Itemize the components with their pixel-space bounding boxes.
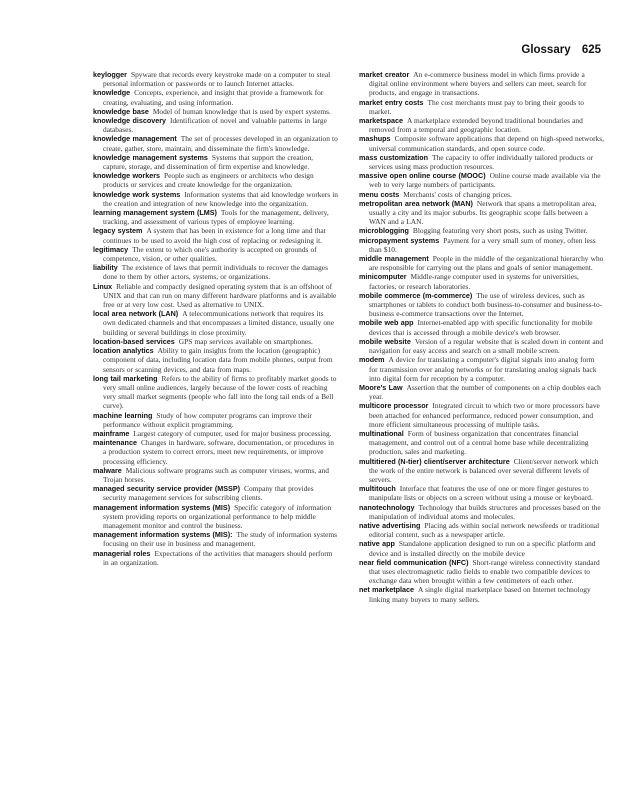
glossary-definition: The set of processes developed in an organization to create, gather, store, maintain, and disseminate the firm's knowledge. [103, 134, 338, 153]
glossary-definition: A single digital marketplace based on Internet technology linking many buyers to many sellers. [369, 585, 591, 604]
glossary-entry [93, 549, 338, 567]
glossary-definition: An e-commerce business model in which firms provide a digital online environment where buyers and sellers can meet, search for products, and engage in transactions. [369, 70, 587, 98]
glossary-definition: A system that has been in existence for a long time and that continues to be used to avoid the high cost of replacing or redesigning it. [103, 226, 326, 245]
glossary-term: market entry costs [359, 97, 424, 107]
glossary-definition: Spyware that records every keystroke made on a computer to steal personal information or passwords or to launch Internet attacks. [103, 70, 331, 89]
glossary-entry [93, 438, 338, 466]
glossary-definition: The cost merchants must pay to bring their goods to market. [369, 97, 584, 116]
glossary-term: micropayment systems [359, 235, 440, 245]
glossary-term: keylogger [93, 70, 127, 79]
glossary-term: multitouch [359, 484, 396, 494]
glossary-term: metropolitan area network (MAN) [359, 198, 473, 208]
glossary-entry [93, 116, 338, 134]
glossary-definition: Composite software applications that depend on high-speed networks, universal communication standards, and open source code. [369, 134, 604, 153]
glossary-term: native app [359, 539, 395, 549]
glossary-entry [359, 98, 604, 116]
glossary-definition: Online course made available via the web to very large numbers of participants. [369, 171, 601, 190]
glossary-entry [359, 355, 604, 383]
glossary-term: knowledge work systems [93, 189, 181, 199]
glossary-term: nanotechnology [359, 502, 415, 512]
glossary-term: marketspace [359, 116, 403, 126]
glossary-entry [93, 337, 338, 346]
glossary-term: Moore's Law [359, 382, 403, 392]
glossary-entry [93, 263, 338, 281]
glossary-definition: Merchants' costs of changing prices. [403, 189, 512, 199]
glossary-entry [93, 309, 338, 337]
glossary-term: local area network (LAN) [93, 309, 179, 319]
glossary-entry [359, 116, 604, 134]
glossary-definition: Company that provides security management services for subscribing clients. [103, 484, 314, 503]
glossary-entry [359, 318, 604, 336]
glossary-column-right [359, 70, 604, 604]
glossary-definition: Model of human knowledge that is used by expert systems. [152, 106, 331, 116]
glossary-definition: Integrated circuit to which two or more processors have been attached for enhanced performance, reduced power consumption, and more efficient simultaneous processing of multiple tasks. [369, 401, 600, 429]
glossary-definition: The study of information systems focusing on their use in business and management. [103, 530, 338, 549]
glossary-term: legitimacy [93, 244, 129, 254]
glossary-definition: Middle-range computer used in systems for universities, factories, or research laboratories. [369, 272, 579, 291]
glossary-term: legacy system [93, 226, 143, 236]
glossary-definition: Systems that support the creation, capture, storage, and dissemination of firm expertise and knowledge. [103, 152, 314, 172]
glossary-column-left [93, 70, 338, 567]
glossary-definition: Refers to the ability of firms to profitably market goods to very small online audiences, largely because of the lower costs of reaching very small market segments (people who fall into the long tail ends of a Bell curve). [103, 373, 337, 411]
glossary-term: knowledge base [93, 106, 149, 116]
glossary-term: near field communication (NFC) [359, 557, 469, 567]
glossary-entry [359, 272, 604, 290]
glossary-definition: Information systems that aid knowledge workers in the creation and integration of new knowledge into the organization. [103, 189, 338, 208]
glossary-entry [93, 282, 338, 310]
glossary-entry [359, 254, 604, 272]
glossary-definition: Interface that features the use of one or more finger gestures to manipulate lists or objects on a screen without using a mouse or keyboard. [369, 484, 593, 503]
glossary-definition: Technology that builds structures and processes based on the manipulation of individual atoms and molecules. [369, 502, 601, 521]
glossary-definition: A device for translating a computer's digital signals into analog form for transmission over analog networks or for translating analog signals back into digital form for reception by a computer. [369, 355, 597, 383]
glossary-term: malware [93, 465, 122, 475]
glossary-term: microblogging [359, 226, 409, 236]
glossary-definition: Assertion that the number of components on a chip doubles each year. [369, 382, 601, 402]
glossary-entry [93, 245, 338, 263]
glossary-entry [359, 539, 604, 557]
glossary-definition: Expectations of the activities that managers should perform in an organization. [103, 548, 333, 567]
glossary-entry [359, 521, 604, 539]
glossary-term: mobile website [359, 336, 411, 346]
glossary-definition: The existence of laws that permit individuals to recover the damages done to them by other actors, systems, or organizations. [103, 263, 328, 282]
glossary-definition: Identification of novel and valuable patterns in large databases. [103, 116, 327, 135]
glossary-definition: A marketplace extended beyond traditional boundaries and removed from a temporal and geographic location. [369, 116, 583, 135]
glossary-term: multicore processor [359, 401, 429, 411]
glossary-definition: GPS map services available on smartphones. [178, 336, 313, 346]
glossary-definition: People in the middle of the organizational hierarchy who are responsible for carrying out the plans and goals of senior management. [369, 254, 604, 273]
glossary-definition: Placing ads within social network newsfeeds or traditional editorial content, such as a newspaper article. [369, 520, 600, 540]
glossary-term: knowledge workers [93, 171, 161, 181]
glossary-term: location-based services [93, 336, 175, 346]
glossary-term: location analytics [93, 346, 154, 356]
glossary-definition: The use of wireless devices, such as smartphones or tablets to conduct both business-to-consumer and business-to-business e-commerce transactions over the Internet. [369, 290, 603, 319]
glossary-term: mashups [359, 134, 391, 144]
glossary-definition: People such as engineers or architects who design products or services and create knowledge for the organization. [103, 171, 314, 190]
glossary-term: menu costs [359, 189, 400, 199]
glossary-definition: Ability to gain insights from the location (geographic) component of data, including location data from mobile phones, output from sensors or scanning devices, and data from maps. [103, 346, 333, 374]
glossary-term: mass customization [359, 152, 428, 162]
glossary-definition: The extent to which one's authority is accepted on grounds of competence, vision, or other qualities. [103, 244, 317, 264]
glossary-definition: Standalone application designed to run on a specific platform and device and is installed directly on the mobile device [369, 539, 596, 558]
glossary-entry [359, 503, 604, 521]
glossary-entry [359, 190, 604, 199]
glossary-entry [93, 171, 338, 189]
glossary-entry [359, 457, 604, 485]
glossary-term: middle management [359, 254, 429, 264]
glossary-entry [359, 337, 604, 355]
glossary-definition: Largest category of computer, used for major business processing. [133, 428, 332, 438]
glossary-entry [359, 171, 604, 189]
glossary-term: mainframe [93, 428, 130, 438]
glossary-definition: Malicious software programs such as computer viruses, worms, and Trojan horses. [103, 465, 329, 484]
glossary-entry [93, 190, 338, 208]
glossary-entry [359, 401, 604, 429]
glossary-term: knowledge management [93, 134, 177, 144]
glossary-term: knowledge [93, 88, 131, 98]
glossary-term: net marketplace [359, 585, 415, 595]
glossary-term: machine learning [93, 410, 153, 420]
glossary-term: massive open online course (MOOC) [359, 171, 486, 181]
glossary-term: management information systems (MIS) [93, 502, 231, 512]
glossary-term: liability [93, 263, 118, 273]
glossary-entry [359, 153, 604, 171]
glossary-term: knowledge management systems [93, 152, 208, 162]
glossary-entry [93, 429, 338, 438]
glossary-entry [93, 134, 338, 152]
glossary-entry [93, 208, 338, 226]
glossary-entry [359, 134, 604, 152]
glossary-definition: Network that spans a metropolitan area, usually a city and its major suburbs. Its geographic scope falls between a WAN and a LAN. [369, 198, 597, 227]
glossary-entry [93, 466, 338, 484]
glossary-entry [359, 291, 604, 319]
glossary-definition: Blogging featuring very short posts, such as using Twitter. [412, 226, 588, 236]
glossary-definition: Form of business organization that concentrates financial management, and control out of a central home base while decentralizing production, sales and marketing. [369, 428, 589, 457]
glossary-definition: Tools for the management, delivery, tracking, and assessment of various types of employee learning. [103, 208, 329, 227]
glossary-term: mobile commerce (m-commerce) [359, 290, 473, 300]
glossary-entry [93, 153, 338, 171]
glossary-definition: Short-range wireless connectivity standard that uses electromagnetic radio fields to enable two compatible devices to exchange data when brought within a few centimeters of each other. [369, 557, 600, 586]
glossary-definition: The capacity to offer individually tailored products or services using mass production resources. [369, 152, 594, 172]
glossary-term: Linux [93, 281, 113, 291]
glossary-term: minicomputer [359, 272, 407, 282]
glossary-definition: Version of a regular website that is scaled down in content and navigation for easy access and search on a small mobile screen. [369, 336, 604, 356]
glossary-definition: Specific category of information system providing reports on organizational performance to help middle management monitor and control the business. [103, 502, 332, 530]
glossary-entry [359, 236, 604, 254]
glossary-term: long tail marketing [93, 373, 158, 383]
glossary-entry [93, 484, 338, 502]
glossary-definition: Reliable and compactly designed operating system that is an offshoot of UNIX and that can run on many different hardware platforms and is available free or at very low cost. Used as alternative to UNIX. [103, 281, 337, 310]
glossary-term: native advertising [359, 520, 421, 530]
glossary-definition: Client/server network which the work of the entire network is balanced over several different levels of servers. [369, 456, 599, 484]
glossary-entry [93, 346, 338, 374]
page-number: 625 [581, 44, 601, 56]
glossary-entry [359, 70, 604, 98]
glossary-entry [359, 199, 604, 227]
glossary-term: knowledge discovery [93, 116, 166, 126]
glossary-definition: Study of how computer programs can improve their performance without explicit programming. [103, 410, 312, 429]
glossary-definition: Concepts, experience, and insight that provide a framework for creating, evaluating, and using information. [103, 88, 324, 107]
glossary-definition: A telecommunications network that requires its own dedicated channels and that encompasses a limited distance, usually one building or several buildings in close proximity. [103, 309, 335, 337]
glossary-entry [359, 226, 604, 235]
glossary-entry [359, 484, 604, 502]
glossary-definition: Internet-enabled app with specific functionality for mobile devices that is accessed through a mobile device's web browser. [369, 318, 593, 337]
glossary-entry [93, 70, 338, 88]
glossary-term: multinational [359, 428, 404, 438]
page-header [521, 44, 601, 56]
glossary-term: modem [359, 355, 385, 365]
glossary-entry [93, 530, 338, 548]
glossary-entry [93, 411, 338, 429]
glossary-term: mobile web app [359, 318, 414, 328]
glossary-entry [359, 429, 604, 457]
glossary-term: market creator [359, 70, 410, 79]
glossary-entry [93, 107, 338, 116]
glossary-term: maintenance [93, 438, 137, 448]
glossary-entry [359, 383, 604, 401]
glossary-term: multitiered (N-tier) client/server architecture [359, 456, 510, 466]
section-title: Glossary [521, 44, 571, 56]
glossary-entry [359, 585, 604, 603]
glossary-term: management information systems (MIS): [93, 530, 233, 540]
glossary-definition: Changes in hardware, software, documentation, or procedures in a production system to correct errors, meet new requirements, or improve processing efficiency. [103, 438, 334, 466]
glossary-term: managed security service provider (MSSP) [93, 484, 241, 494]
glossary-entry [93, 374, 338, 411]
glossary-entry [359, 558, 604, 586]
glossary-definition: Payment for a very small sum of money, often less than $10. [369, 235, 596, 254]
glossary-entry [93, 503, 338, 531]
glossary-entry [93, 226, 338, 244]
glossary-term: managerial roles [93, 548, 151, 558]
glossary-term: learning management system (LMS) [93, 208, 217, 218]
glossary-entry [93, 88, 338, 106]
